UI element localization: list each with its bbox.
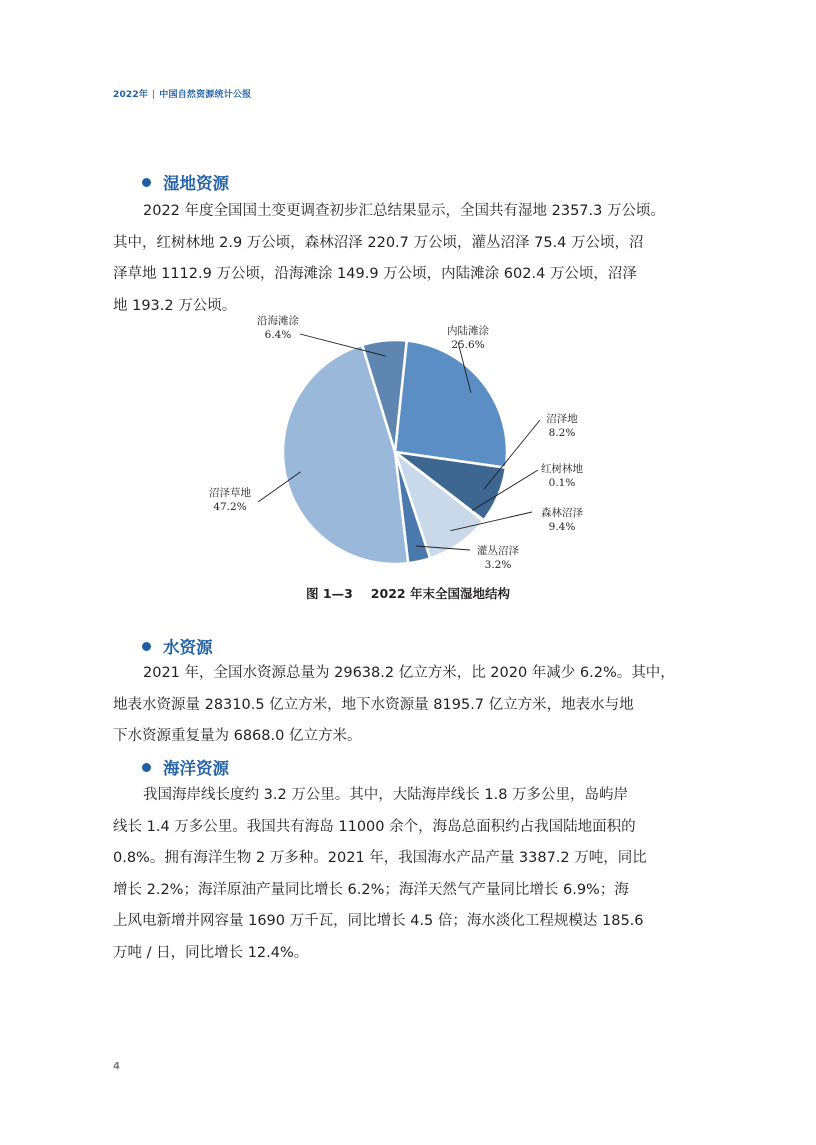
header-year: 2022年: [113, 90, 149, 100]
figure-caption: [0, 584, 816, 602]
text-line: 我国海岸线长度约 3.2 万公里。其中，大陆海岸线长 1.8 万多公里，岛屿岸: [143, 787, 629, 803]
text-line: 下水资源重复量为 6868.0 亿立方米。: [113, 728, 362, 744]
wetland-pie-chart: [200, 310, 620, 582]
header-separator: |: [152, 90, 156, 100]
bullet-icon: [142, 763, 151, 772]
text-line: 增长 2.2%；海洋原油产量同比增长 6.2%；海洋天然气产量同比增长 6.9%；海: [113, 881, 629, 898]
figure-label: 图 1—3: [306, 586, 353, 601]
bullet-icon: [142, 642, 151, 651]
slice-value-label: 25.6%: [451, 339, 485, 351]
section-title-text: 水资源: [163, 638, 213, 657]
header-title: 中国自然资源统计公报: [159, 90, 252, 100]
page-number: 4: [113, 1061, 120, 1072]
text-line: 0.8%。拥有海洋生物 2 万多种。2021 年，我国海水产品产量 3387.2 万吨，同比: [113, 850, 647, 866]
text-line: 2022 年度全国国土变更调查初步汇总结果显示，全国共有湿地 2357.3 万公顷。: [143, 203, 665, 219]
section-title-wetland: [142, 170, 229, 194]
text-line: 线长 1.4 万多公里。我国共有海岛 11000 余个，海岛总面积约占我国陆地面积的: [113, 818, 636, 835]
pie-slice: [395, 341, 507, 468]
slice-value-label: 0.1%: [548, 477, 576, 489]
water-paragraph: [113, 658, 705, 753]
text-line: 上风电新增并网容量 1690 万千瓦，同比增长 4.5 倍；海水淡化工程规模达 185.6: [113, 913, 644, 929]
slice-name-label: 沿海滩涂: [257, 315, 299, 327]
text-line: 地表水资源量 28310.5 亿立方米，地下水资源量 8195.7 亿立方米，地表水与地: [113, 696, 634, 713]
section-title-ocean: [142, 755, 229, 779]
slice-name-label: 内陆滩涂: [447, 325, 489, 337]
section-title-text: 湿地资源: [163, 174, 229, 193]
text-line: 2021 年，全国水资源总量为 29638.2 亿立方米，比 2020 年减少 6.2%。其中，: [143, 665, 675, 681]
slice-value-label: 3.2%: [484, 559, 512, 571]
slice-value-label: 6.4%: [264, 329, 292, 341]
text-line: 泽草地 1112.9 万公顷，沿海滩涂 149.9 万公顷，内陆滩涂 602.4 万公顷，沼泽: [113, 266, 637, 282]
slice-name-label: 灌丛沼泽: [477, 545, 519, 557]
slice-name-label: 沼泽草地: [209, 487, 251, 499]
section-title-water: [142, 634, 213, 658]
slice-value-label: 8.2%: [548, 427, 576, 439]
slice-name-label: 森林沼泽: [541, 507, 583, 519]
ocean-paragraph: [113, 780, 705, 969]
running-header: [113, 87, 251, 100]
bullet-icon: [142, 178, 151, 187]
section-title-text: 海洋资源: [163, 759, 229, 778]
slice-value-label: 47.2%: [213, 501, 247, 513]
slice-name-label: 沼泽地: [546, 413, 578, 425]
slice-value-label: 9.4%: [548, 521, 576, 533]
text-line: 其中，红树林地 2.9 万公顷，森林沼泽 220.7 万公顷，灌丛沼泽 75.4 万公顷，沼: [113, 234, 644, 251]
wetland-paragraph: [113, 196, 705, 322]
text-line: 万吨 / 日，同比增长 12.4%。: [113, 944, 309, 961]
slice-name-label: 红树林地: [541, 463, 583, 475]
text-line: 地 193.2 万公顷。: [113, 297, 237, 314]
figure-title: 2022 年末全国湿地结构: [370, 586, 510, 601]
